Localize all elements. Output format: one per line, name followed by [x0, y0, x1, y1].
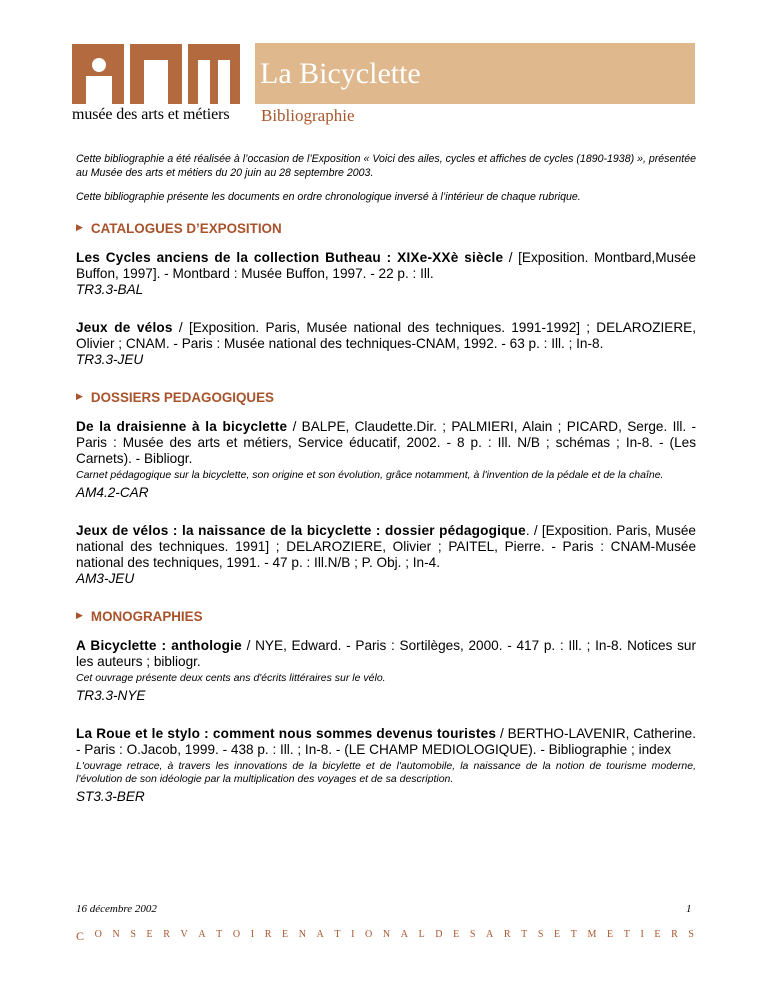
bibliography-entry: De la draisienne à la bicyclette / BALPE, Claudette.Dir. ; PALMIERI, Alain ; PICARD, Serge. Ill. - Paris : Musée des arts et métiers, Service éducatif, 2002. - 8 p. : Ill. N/B ; schémas ; In-8. - (Les Carnets). - Bibliogr. — [76, 419, 696, 466]
institution-letter: V — [180, 929, 188, 940]
institution-letter: S — [469, 929, 476, 940]
bibliography-entry: A Bicyclette : anthologie / NYE, Edward. - Paris : Sortilèges, 2000. - 417 p. : Ill. ; In-8. Notices sur les auteurs ; bibliogr. — [76, 638, 696, 669]
institution-letter: E — [146, 929, 153, 940]
call-number: TR3.3-BAL — [76, 282, 144, 297]
institution-letter: N — [298, 929, 306, 940]
institution-letter: A — [486, 929, 494, 940]
call-number: AM3-JEU — [76, 571, 135, 586]
page-number: 1 — [686, 903, 692, 915]
triangle-right-icon: ▶ — [76, 222, 83, 232]
institution-letter: E — [607, 929, 614, 940]
section-heading: ▶ DOSSIERS PEDAGOGIQUES — [76, 390, 274, 405]
institution-letter: M — [587, 929, 597, 940]
institution-letter: R — [503, 929, 511, 940]
institution-letter: N — [112, 929, 120, 940]
institution-letter: O — [94, 929, 102, 940]
call-number: AM4.2-CAR — [76, 485, 149, 500]
institution-letter: T — [570, 929, 577, 940]
entry-note: Carnet pédagogique sur la bicyclette, son origine et son évolution, grâce notamment, à l'invention de la pédale et de la chaîne. — [76, 469, 664, 481]
institution-letter: L — [418, 929, 425, 940]
institution-letter: I — [640, 929, 644, 940]
footer-date: 16 décembre 2002 — [76, 903, 157, 915]
institution-letter: I — [250, 929, 255, 940]
institution-letter: E — [554, 929, 561, 940]
entry-note: Cet ouvrage présente deux cents ans d'écrits littéraires sur le vélo. — [76, 672, 386, 684]
entry-note: L'ouvrage retrace, à travers les innovations de la bicylette et de l'automobile, la naissance de la notion de tourisme moderne, l'évolution de son idéologie par la multiplication des voyages et de sa description. — [76, 760, 696, 785]
call-number: TR3.3-NYE — [76, 688, 146, 703]
intro-paragraph: Cette bibliographie présente les documents en ordre chronologique inversé à l’intérieur de chaque rubrique. — [76, 191, 581, 203]
institution-letter: I — [351, 929, 355, 940]
page-subtitle: Bibliographie — [261, 106, 355, 125]
institution-letter: A — [400, 929, 408, 940]
institution-letter: O — [365, 929, 373, 940]
bibliography-entry: Les Cycles anciens de la collection Butheau : XIXe-XXè siècle / [Exposition. Montbard,Musée Buffon, 1997]. - Montbard : Musée Buffon, 1997. - 22 p. : Ill. — [76, 250, 696, 281]
institution-letter: E — [281, 929, 289, 940]
institution-name — [76, 929, 694, 944]
bibliography-content — [76, 152, 696, 827]
intro-paragraph: Cette bibliographie a été réalisée à l’occasion de l’Exposition « Voici des ailes, cycles et affiches de cycles (1890-1938) », présentée au Musée des arts et métiers du 20 juin au 28 septembre 2003. — [76, 153, 696, 179]
institution-letter: A — [316, 929, 324, 940]
institution-letter: S — [130, 929, 136, 940]
call-number: ST3.3-BER — [76, 789, 145, 804]
page-title: La Bicyclette — [260, 57, 421, 90]
bibliography-entry: Jeux de vélos : la naissance de la bicyclette : dossier pédagogique. / [Exposition. Paris, Musée national des techniques. 1991] ; DELAROZIERE, Olivier ; PAITEL, Pierre. - Paris : CNAM-Musée national des techniques, 1991. - 47 p. : Ill.N/B ; P. Obj. ; In-4. — [76, 523, 696, 570]
institution-letter: E — [654, 929, 661, 940]
institution-letter: C — [76, 929, 85, 943]
institution-letter: R — [671, 929, 678, 940]
institution-letter: R — [264, 929, 272, 940]
institution-letter: D — [435, 929, 443, 940]
bibliography-entry: La Roue et le stylo : comment nous sommes devenus touristes / BERTHO-LAVENIR, Catherine. - Paris : O.Jacob, 1999. - 438 p. : Ill. ; In-8. - (LE CHAMP MEDIOLOGIQUE). - Bibliographie ; index — [76, 726, 696, 757]
institution-letter: E — [453, 929, 460, 940]
bibliography-entry: Jeux de vélos / [Exposition. Paris, Musée national des techniques. 1991-1992] ; DELAROZIERE, Olivier ; CNAM. - Paris : Musée national des techniques-CNAM, 1992. - 63 p. : Ill. ; In-8. — [76, 320, 696, 351]
call-number: TR3.3-JEU — [76, 352, 144, 367]
institution-letter: N — [382, 929, 391, 940]
title-band — [255, 43, 695, 104]
logo-caption: musée des arts et métiers — [72, 106, 230, 123]
institution-letter: T — [623, 929, 630, 940]
triangle-right-icon: ▶ — [76, 391, 83, 401]
section-heading: ▶ CATALOGUES D’EXPOSITION — [76, 221, 282, 236]
institution-letter: R — [163, 929, 170, 940]
institution-letter: A — [198, 929, 206, 940]
institution-letter: O — [232, 929, 241, 940]
institution-letter: S — [537, 929, 544, 940]
section-heading: ▶ MONOGRAPHIES — [76, 609, 203, 624]
museum-logo — [72, 44, 240, 104]
institution-letter: T — [334, 929, 341, 940]
institution-letter: S — [688, 929, 694, 940]
triangle-right-icon: ▶ — [76, 610, 83, 620]
institution-letter: T — [521, 929, 528, 940]
institution-letter: T — [216, 929, 223, 940]
